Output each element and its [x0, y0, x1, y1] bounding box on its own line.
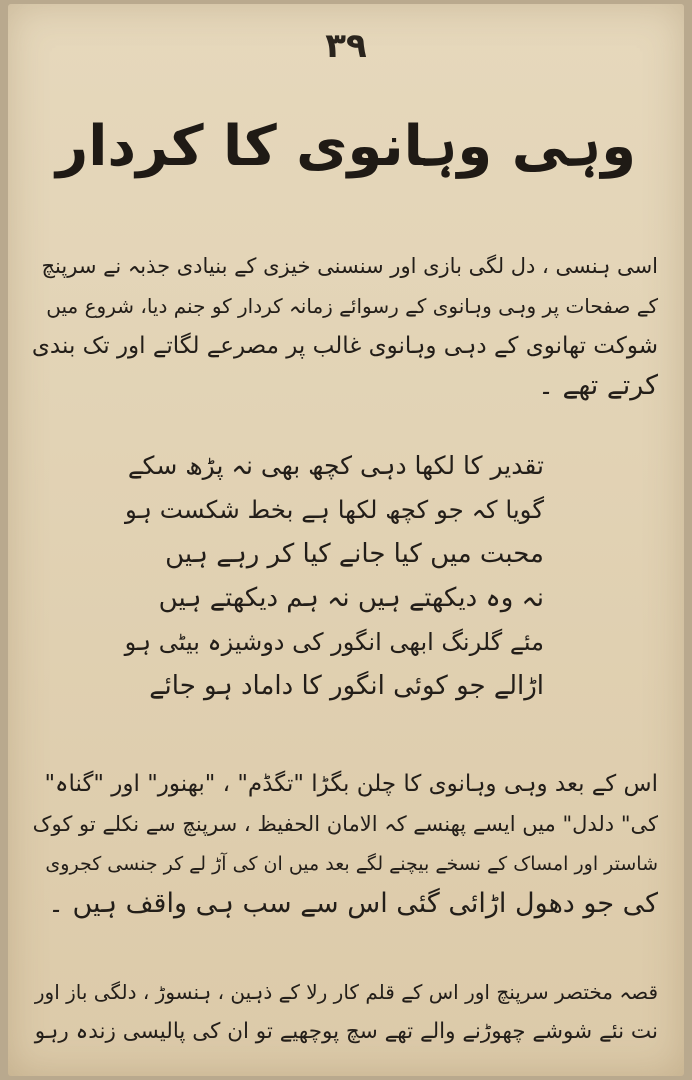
text-line: کے صفحات پر وہی وہانوی کے رسوائے زمانہ کردار کو جنم دیا، شروع میں — [46, 294, 658, 318]
text-line: قصہ مختصر سرپنچ اور اس کے قلم کار رلا کے ذہین ، ہنسوڑ ، دلگی باز اور — [34, 980, 658, 1004]
page-number: ۳۹ — [325, 26, 367, 66]
text-line: کی جو دھول اڑائی گئی اس سے سب ہی واقف ہیں ۔ — [48, 888, 658, 919]
verse-line: گویا کہ جو کچھ لکھا ہے بخط شکست ہو — [124, 495, 544, 524]
text-line: اسی ہنسی ، دل لگی بازی اور سنسنی خیزی کے بنیادی جذبہ نے سرپنچ — [41, 254, 658, 278]
text-line: کی" دلدل" میں ایسے پھنسے کہ الامان الحفیظ ، سرپنچ سے نکلے تو کوک — [32, 812, 658, 836]
verse-line: مئے گلرنگ ابھی انگور کی دوشیزہ بیٹی ہو — [124, 628, 544, 656]
paragraph-second — [33, 764, 658, 924]
verse-line: تقدیر کا لکھا دہی کچھ بھی نہ پڑھ سکے — [127, 451, 544, 480]
verse-line: اڑالے جو کوئی انگور کا داماد ہو جائے — [149, 671, 544, 701]
paragraph-third — [35, 972, 658, 1052]
verse-line: محبت میں کیا جانے کیا کر رہے ہیں — [165, 539, 544, 569]
verse-block — [125, 444, 544, 708]
text-line: شوکت تھانوی کے دہی وہانوی غالب پر مصرعے لگاتے اور تک بندی — [31, 333, 658, 359]
text-line: اس کے بعد وہی وہانوی کا چلن بگڑا "تگڈم" ، "بھنور" اور "گناہ" — [44, 771, 658, 797]
text-line: نت نئے شوشے چھوڑنے والے تھے سچ پوچھیے تو ان کی پالیسی زندہ رہو — [34, 1019, 658, 1044]
text-line: شاستر اور امساک کے نسخے بیچنے لگے بعد میں ان کی آڑ لے کر جنسی کجروی — [45, 853, 658, 875]
chapter-title: وہی وہانوی کا کردار — [55, 114, 637, 179]
book-page — [8, 4, 684, 1076]
text-line: کرتے تھے ۔ — [538, 370, 658, 401]
paragraph-intro — [32, 246, 658, 406]
verse-line: نہ وہ دیکھتے ہیں نہ ہم دیکھتے ہیں — [158, 583, 544, 613]
